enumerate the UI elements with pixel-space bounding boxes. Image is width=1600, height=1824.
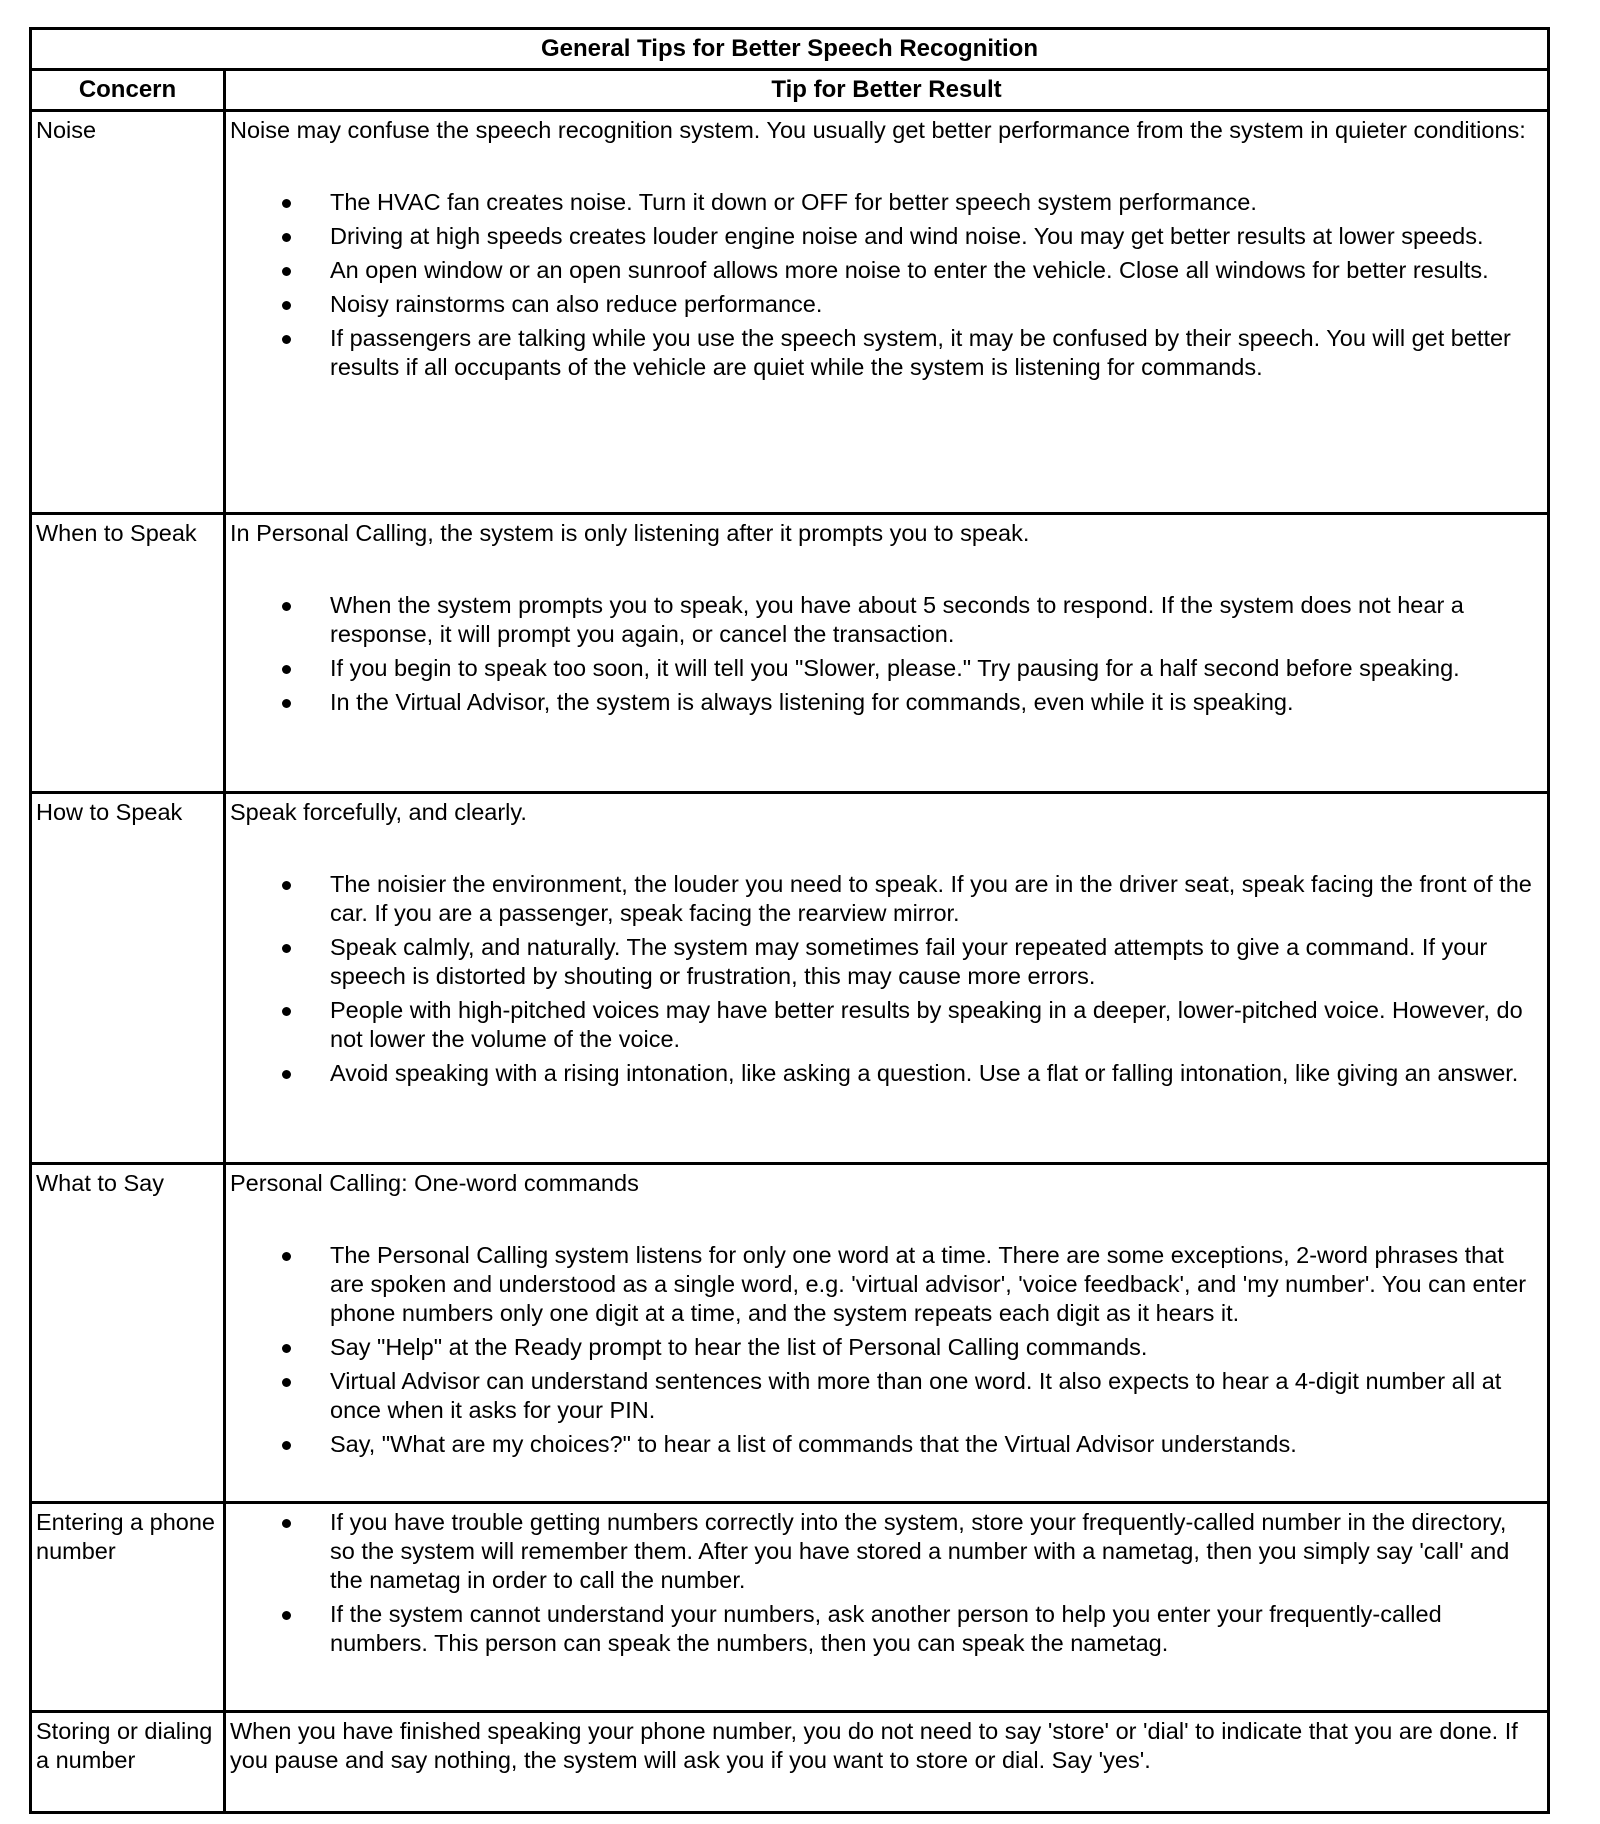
concern-cell: When to Speak <box>31 514 225 793</box>
tip-cell <box>225 1164 1549 1503</box>
tip-bullet: If you begin to speak too soon, it will tell you "Slower, please." Try pausing for a half second before speaking. <box>330 654 1535 683</box>
table-row <box>31 111 1549 514</box>
speech-tips-table <box>29 27 1550 1814</box>
tip-cell <box>225 1503 1549 1712</box>
tip-bullet-list <box>230 870 1535 1088</box>
table-row <box>31 1503 1549 1712</box>
table-row <box>31 793 1549 1164</box>
header-concern: Concern <box>31 70 225 111</box>
tip-bullet: The HVAC fan creates noise. Turn it down or OFF for better speech system performance. <box>330 188 1535 217</box>
tip-bullet: The Personal Calling system listens for only one word at a time. There are some exceptions, 2-word phrases that are spoken and understood as a single word, e.g. 'virtual advisor', 'voice feedback', and 'my number'. You can enter phone numbers only one digit at a time, and the system repeats each digit as it hears it. <box>330 1241 1535 1328</box>
table-row <box>31 1712 1549 1813</box>
tip-bullet: In the Virtual Advisor, the system is always listening for commands, even while it is speaking. <box>330 688 1535 717</box>
concern-cell: What to Say <box>31 1164 225 1503</box>
tip-bullet: An open window or an open sunroof allows more noise to enter the vehicle. Close all windows for better results. <box>330 256 1535 285</box>
tip-bullet: If you have trouble getting numbers correctly into the system, store your frequently-called number in the directory, so the system will remember them. After you have stored a number with a nametag, then you simply say 'call' and the nametag in order to call the number. <box>330 1508 1535 1595</box>
tip-bullet: Driving at high speeds creates louder engine noise and wind noise. You may get better results at lower speeds. <box>330 222 1535 251</box>
tip-bullet: Avoid speaking with a rising intonation, like asking a question. Use a flat or falling intonation, like giving an answer. <box>330 1059 1535 1088</box>
tip-intro: Speak forcefully, and clearly. <box>230 799 527 825</box>
header-row <box>31 70 1549 111</box>
table-title: General Tips for Better Speech Recognition <box>31 29 1549 70</box>
tip-bullet-list <box>230 1508 1535 1658</box>
tip-bullet-list <box>230 188 1535 382</box>
tip-cell <box>225 111 1549 514</box>
tip-cell <box>225 793 1549 1164</box>
tip-bullet: Speak calmly, and naturally. The system may sometimes fail your repeated attempts to give a command. If your speech is distorted by shouting or frustration, this may cause more errors. <box>330 933 1535 991</box>
tip-bullet: If the system cannot understand your numbers, ask another person to help you enter your frequently-called numbers. This person can speak the numbers, then you can speak the nametag. <box>330 1600 1535 1658</box>
tip-bullet: Say, "What are my choices?" to hear a list of commands that the Virtual Advisor understands. <box>330 1430 1535 1459</box>
tip-bullet: Noisy rainstorms can also reduce performance. <box>330 290 1535 319</box>
concern-cell: How to Speak <box>31 793 225 1164</box>
table-row <box>31 514 1549 793</box>
tip-intro: Noise may confuse the speech recognition system. You usually get better performance from the system in quieter conditions: <box>230 117 1526 143</box>
header-tip: Tip for Better Result <box>225 70 1549 111</box>
tip-bullet: When the system prompts you to speak, you have about 5 seconds to respond. If the system does not hear a response, it will prompt you again, or cancel the transaction. <box>330 591 1535 649</box>
concern-cell: Entering a phone number <box>31 1503 225 1712</box>
tip-bullet: The noisier the environment, the louder you need to speak. If you are in the driver seat, speak facing the front of the car. If you are a passenger, speak facing the rearview mirror. <box>330 870 1535 928</box>
tip-bullet: If passengers are talking while you use the speech system, it may be confused by their speech. You will get better results if all occupants of the vehicle are quiet while the system is listening for commands. <box>330 324 1535 382</box>
tip-cell <box>225 514 1549 793</box>
tip-bullet: Say "Help" at the Ready prompt to hear the list of Personal Calling commands. <box>330 1333 1535 1362</box>
tip-cell <box>225 1712 1549 1813</box>
table-row <box>31 1164 1549 1503</box>
tip-intro: In Personal Calling, the system is only listening after it prompts you to speak. <box>230 520 1030 546</box>
tip-bullet-list <box>230 591 1535 717</box>
title-row <box>31 29 1549 70</box>
tip-bullet: People with high-pitched voices may have better results by speaking in a deeper, lower-pitched voice. However, do not lower the volume of the voice. <box>330 996 1535 1054</box>
tip-bullet-list <box>230 1241 1535 1459</box>
tip-intro: When you have finished speaking your phone number, you do not need to say 'store' or 'dial' to indicate that you are done. If you pause and say nothing, the system will ask you if you want to store or dial. Say 'yes'. <box>230 1718 1518 1773</box>
tip-bullet: Virtual Advisor can understand sentences with more than one word. It also expects to hear a 4-digit number all at once when it asks for your PIN. <box>330 1367 1535 1425</box>
concern-cell: Noise <box>31 111 225 514</box>
tip-intro: Personal Calling: One-word commands <box>230 1170 639 1196</box>
concern-cell: Storing or dialing a number <box>31 1712 225 1813</box>
